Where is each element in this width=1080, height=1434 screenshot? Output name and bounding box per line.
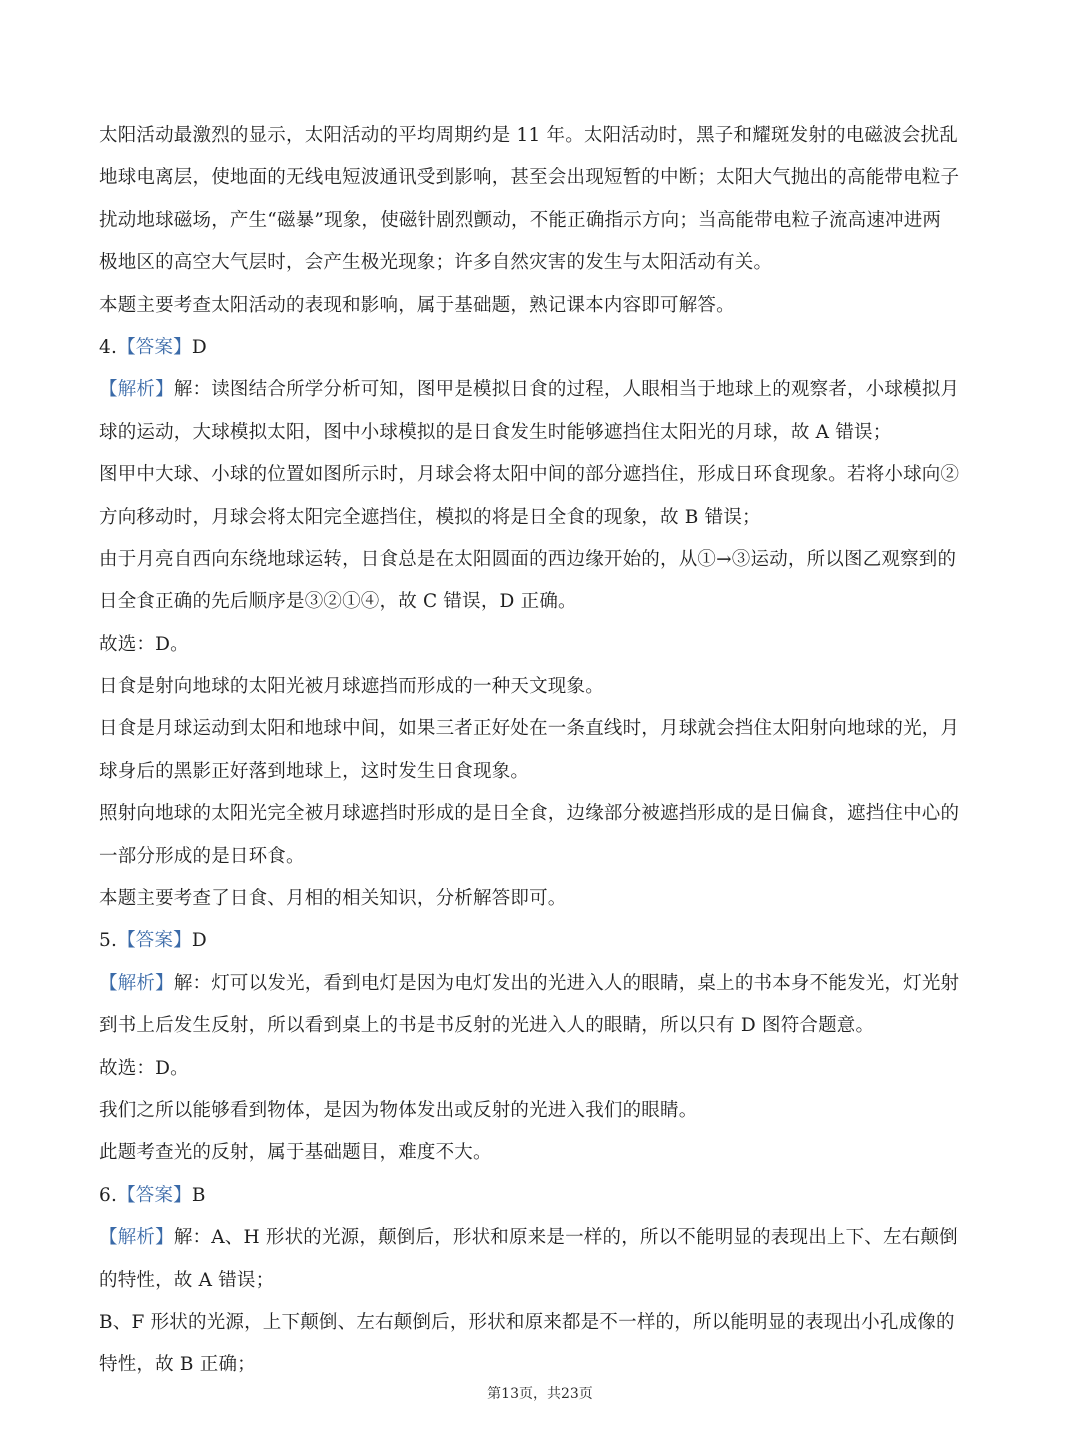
question-number: 5. <box>99 930 118 952</box>
text-line: 本题主要考查了日食、月相的相关知识，分析解答即可。 <box>99 888 567 910</box>
text-line: 极地区的高空大气层时，会产生极光现象；许多自然灾害的发生与太阳活动有关。 <box>99 252 773 274</box>
text-line: 一部分形成的是日环食。 <box>99 845 305 867</box>
text-line: 由于月亮自西向东绕地球运转，日食总是在太阳圆面的西边缘开始的，从①→③运动，所以图乙观察到的 <box>99 548 957 570</box>
text-line: 方向移动时，月球会将太阳完全遮挡住，模拟的将是日全食的现象，故 B 错误； <box>99 506 761 528</box>
line-text: D <box>191 930 207 952</box>
text-line: 扰动地球磁场，产生“磁暴”现象，使磁针剧烈颤动，不能正确指示方向；当高能带电粒子流高速冲进两 <box>99 209 942 231</box>
text-line: 本题主要考查太阳活动的表现和影响，属于基础题，熟记课本内容即可解答。 <box>99 294 735 316</box>
answer-label: 【答案】 <box>117 1184 192 1206</box>
page-footer: 第13页，共23页 <box>487 1386 593 1402</box>
text-line: 图甲中大球、小球的位置如图所示时，月球会将太阳中间的部分遮挡住，形成日环食现象。若将小球向② <box>99 464 960 486</box>
text-line: 到书上后发生反射，所以看到桌上的书是书反射的光进入人的眼睛，所以只有 D 图符合题意。 <box>99 1015 875 1037</box>
text-line <box>99 928 981 953</box>
text-line <box>99 1183 981 1208</box>
analysis-label: 【解析】 <box>99 1227 174 1249</box>
text-line: 球的运动，大球模拟太阳，图中小球模拟的是日食发生时能够遮挡住太阳光的月球，故 A 错误； <box>99 421 892 443</box>
question-number: 6. <box>99 1184 118 1206</box>
text-line: 故选：D。 <box>99 633 189 655</box>
text-line: 我们之所以能够看到物体，是因为物体发出或反射的光进入我们的眼睛。 <box>99 1099 698 1121</box>
text-line <box>99 335 981 360</box>
text-line: 的特性，故 A 错误； <box>99 1269 275 1291</box>
text-line: 故选：D。 <box>99 1057 189 1079</box>
text-line: 日食是射向地球的太阳光被月球遮挡而形成的一种天文现象。 <box>99 676 604 698</box>
text-line: B、F 形状的光源，上下颠倒、左右颠倒后，形状和原来都是不一样的，所以能明显的表现出小孔成像的 <box>99 1311 955 1333</box>
text-line: 球身后的黑影正好落到地球上，这时发生日食现象。 <box>99 760 530 782</box>
text-line: 照射向地球的太阳光完全被月球遮挡时形成的是日全食，边缘部分被遮挡形成的是日偏食，遮挡住中心的 <box>99 803 960 825</box>
document-body <box>99 123 981 1395</box>
line-text: D <box>191 336 207 358</box>
analysis-label: 【解析】 <box>99 379 174 401</box>
line-text: B <box>191 1184 206 1206</box>
text-line: 此题考查光的反射，属于基础题目，难度不大。 <box>99 1142 492 1164</box>
answer-label: 【答案】 <box>117 336 192 358</box>
line-text: 解：A、H 形状的光源，颠倒后，形状和原来是一样的，所以不能明显的表现出上下、左右颠倒 <box>173 1227 958 1249</box>
question-number: 4. <box>99 336 118 358</box>
text-line: 地球电离层，使地面的无线电短波通讯受到影响，甚至会出现短暂的中断；太阳大气抛出的高能带电粒子 <box>99 167 960 189</box>
text-line: 太阳活动最激烈的显示，太阳活动的平均周期约是 11 年。太阳活动时，黑子和耀斑发射的电磁波会扰乱 <box>99 125 958 146</box>
text-line <box>99 971 981 996</box>
answer-label: 【答案】 <box>117 930 192 952</box>
text-line: 日食是月球运动到太阳和地球中间，如果三者正好处在一条直线时，月球就会挡住太阳射向地球的光，月 <box>99 718 960 740</box>
analysis-label: 【解析】 <box>99 972 174 994</box>
text-line: 日全食正确的先后顺序是③②①④，故 C 错误，D 正确。 <box>99 591 577 613</box>
line-text: 解：读图结合所学分析可知，图甲是模拟日食的过程，人眼相当于地球上的观察者，小球模拟月 <box>173 379 960 401</box>
text-line: 特性，故 B 正确； <box>99 1354 256 1376</box>
text-line <box>99 1225 981 1250</box>
text-line <box>99 377 981 402</box>
line-text: 解：灯可以发光，看到电灯是因为电灯发出的光进入人的眼睛，桌上的书本身不能发光，灯光射 <box>173 972 960 994</box>
